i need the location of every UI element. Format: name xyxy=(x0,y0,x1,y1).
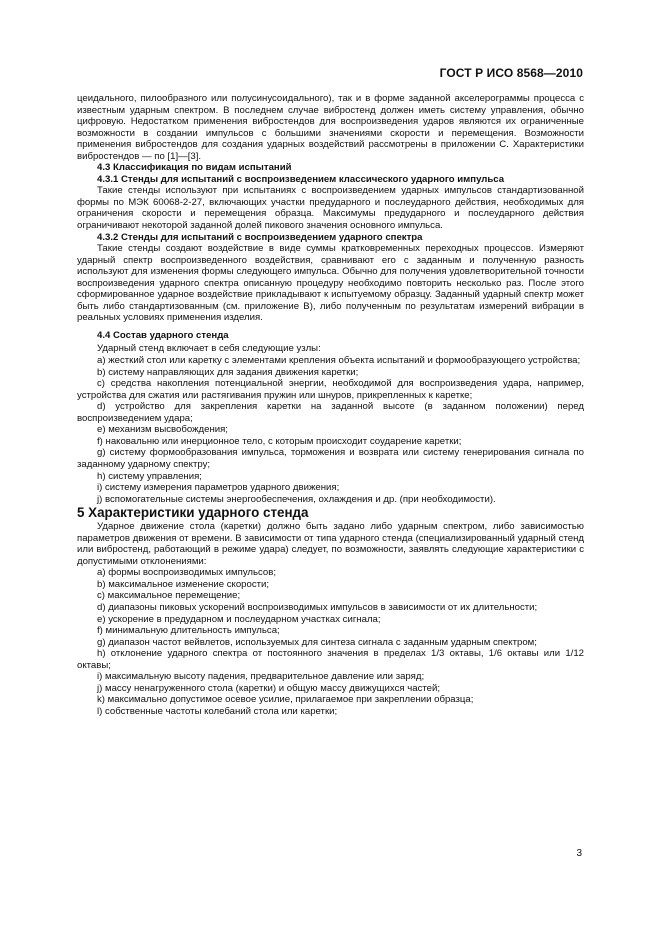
heading-4-3-2: 4.3.2 Стенды для испытаний с воспроизведением ударного спектра xyxy=(97,231,423,243)
paragraph-4-4-intro: Ударный стенд включает в себя следующие узлы: xyxy=(97,343,321,355)
list-item: a) формы воспроизводимых импульсов; xyxy=(97,567,277,579)
list-item: b) систему направляющих для задания движения каретки; xyxy=(97,366,359,378)
list-item: e) ускорение в предударном и послеударном участках сигнала; xyxy=(97,613,381,625)
heading-4-3: 4.3 Классификация по видам испытаний xyxy=(97,162,292,174)
list-item: k) максимально допустимое осевое усилие, прилагаемое при закреплении образца; xyxy=(97,694,474,706)
heading-5: 5 Характеристики ударного стенда xyxy=(77,505,309,521)
list-item: g) систему формообразования импульса, торможения и возврата или систему генерирования сигнала по заданному ударному спектру; xyxy=(77,447,584,470)
paragraph-4-3-2: Такие стенды создают воздействие в виде суммы кратковременных переходных процессов. Измеряют ударный спектр воспроизведенного воздействия, сравнивают его с заданным и полученную разность используют для изменения формы следующего импульса. Обычно для получения удовлетворительной точности воспроизведения ударного спектра описанную процедуру необходимо повторить несколько раз. После этого сформированное ударное воздействие прикладывают к испытуемому образцу. Заданный ударный спектр может быть либо стандартизованным (см. приложение В), либо полученным по результатам измерений вибрации в реальных условиях применения изделия. xyxy=(77,243,584,324)
list-item: h) отклонение ударного спектра от постоянного значения в пределах 1/3 октавы, 1/6 октавы или 1/12 октавы; xyxy=(77,648,584,671)
list-item: i) систему измерения параметров ударного движения; xyxy=(97,482,340,494)
list-item: b) максимальное изменение скорости; xyxy=(97,578,270,590)
list-item: c) максимальное перемещение; xyxy=(97,590,241,602)
standard-designation: ГОСТ Р ИСО 8568—2010 xyxy=(439,66,583,80)
list-item: j) вспомогательные системы энергообеспечения, охлаждения и др. (при необходимости). xyxy=(97,493,496,505)
list-item: c) средства накопления потенциальной энергии, необходимой для воспроизведения удара, например, устройства для сжатия или растягивания пружин или шнуров, прикрепленных к каретке; xyxy=(77,378,584,401)
list-item: d) устройство для закрепления каретки на заданной высоте (в заданном положении) перед воспроизведением удара; xyxy=(77,401,584,424)
list-item: e) механизм высвобождения; xyxy=(97,424,228,436)
paragraph-4-3-1: Такие стенды используют при испытаниях с воспроизведением ударных импульсов стандартизованной формы по МЭК 60068-2-27, включающих участки предударного и послеударного действия, необходимых для ограничения скорости и перемещения образца. Максимумы предударного и послеударного действия ограничивают некоторой заданной долей пикового значения основного импульса. xyxy=(77,185,584,232)
paragraph-5-intro: Ударное движение стола (каретки) должно быть задано либо ударным спектром, либо зависимостью параметров движения от времени. В зависимости от типа ударного стенда (специализированный ударный стенд или вибростенд, работающий в режиме удара) следует, по возможности, заявлять следующие характеристики с допустимыми отклонениями: xyxy=(77,521,584,567)
page-number: 3 xyxy=(576,848,582,859)
paragraph-continuation: цеидального, пилообразного или полусинусоидального), так и в форме заданной акселерограммы процесса с известным ударным спектром. В последнем случае вибростенд должен иметь систему управления, обычно цифровую. Недостатком применения вибростендов для воспроизведения ударов являются их ограниченные возможности в создании импульсов с большими значениями скорости и перемещения. Возможности применения вибростендов для создания ударных воздействий рассмотрены в приложении С. Характеристики вибростендов — по [1]—[3]. xyxy=(77,93,584,162)
list-item: a) жесткий стол или каретку с элементами крепления объекта испытаний и формообразующего устройства; xyxy=(97,355,581,367)
list-item: f) наковальню или инерционное тело, с которым происходит соударение каретки; xyxy=(97,435,462,447)
list-item: i) максимальную высоту падения, предварительное давление или заряд; xyxy=(97,671,425,683)
list-item: h) систему управления; xyxy=(97,470,202,482)
list-item: l) собственные частоты колебаний стола или каретки; xyxy=(97,705,338,717)
heading-4-3-1: 4.3.1 Стенды для испытаний с воспроизведением классического ударного импульса xyxy=(97,173,505,185)
heading-4-4: 4.4 Состав ударного стенда xyxy=(97,329,229,341)
list-item: f) минимальную длительность импульса; xyxy=(97,625,280,637)
list-item: j) массу ненагруженного стола (каретки) и общую массу движущихся частей; xyxy=(97,682,441,694)
list-item: g) диапазон частот вейвлетов, используемых для синтеза сигнала с заданным ударным спектром; xyxy=(97,636,537,648)
page-body xyxy=(77,93,584,717)
list-item: d) диапазоны пиковых ускорений воспроизводимых импульсов в зависимости от их длительности; xyxy=(97,601,538,613)
